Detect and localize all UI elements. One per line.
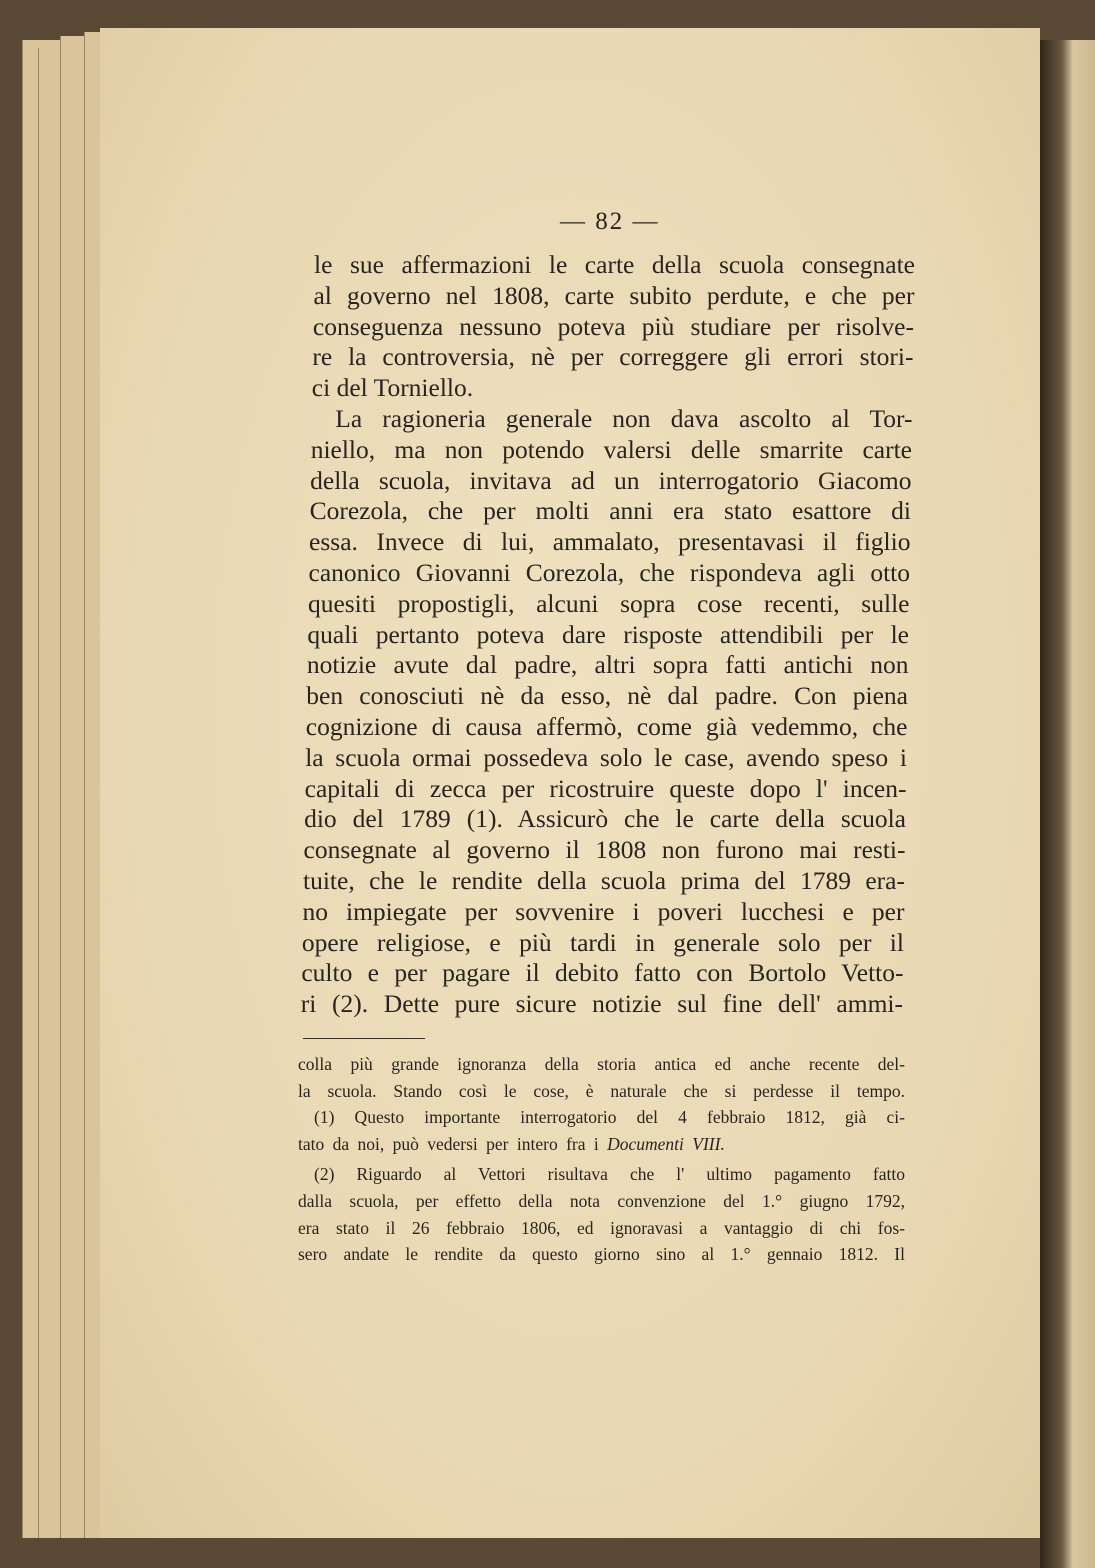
footnote-italic-reference: Documenti VIII. bbox=[607, 1133, 725, 1154]
footnote-line: era stato il 26 febbraio 1806, ed ignoravasi a vantaggio di chi fos- bbox=[298, 1217, 905, 1238]
body-line: ci del Torniello. bbox=[311, 373, 474, 403]
body-line: della scuola, invitava ad un interrogatorio Giacomo bbox=[310, 465, 912, 495]
body-line: opere religiose, e più tardi in generale solo per il bbox=[301, 927, 904, 957]
footnote-line: sero andate le rendite da questo giorno sino al 1.° gennaio 1812. Il bbox=[298, 1244, 905, 1265]
body-line: le sue affermazioni le carte della scuola consegnate bbox=[314, 250, 915, 279]
footnote-line: colla più grande ignoranza della storia antica ed anche recente del- bbox=[298, 1054, 905, 1074]
body-line: consegnate al governo il 1808 non furono mai resti- bbox=[303, 835, 906, 865]
footnote-line: tato da noi, può vedersi per intero fra i Documenti VIII. bbox=[298, 1133, 725, 1154]
body-line: conseguenza nessuno poteva più studiare per risolve- bbox=[312, 311, 914, 341]
body-line: no impiegate per sovvenire i poveri lucchesi e per bbox=[302, 896, 905, 926]
body-line: re la controversia, nè per correggere gli errori stori- bbox=[312, 342, 914, 372]
body-line: La ragioneria generale non dava ascolto al Tor- bbox=[335, 404, 913, 433]
body-line: al governo nel 1808, carte subito perdute, e che per bbox=[313, 280, 915, 310]
footnote-line: dalla scuola, per effetto della nota convenzione del 1.° giugno 1792, bbox=[298, 1191, 905, 1211]
body-line: quesiti propostigli, alcuni sopra cose recenti, sulle bbox=[307, 588, 910, 618]
footnote-separator bbox=[303, 1038, 425, 1039]
footnote-line: la scuola. Stando così le cose, è naturale che si perdesse il tempo. bbox=[298, 1080, 905, 1101]
body-line: capitali di zecca per ricostruire queste dopo l' incen- bbox=[304, 773, 907, 803]
body-line: tuite, che le rendite della scuola prima del 1789 era- bbox=[303, 866, 905, 895]
body-line: culto e per pagare il debito fatto con Bortolo Vetto- bbox=[301, 958, 904, 988]
body-line: notizie avute dal padre, altri sopra fatti antichi non bbox=[306, 650, 909, 680]
body-line: dio del 1789 (1). Assicurò che le carte della scuola bbox=[304, 804, 906, 834]
body-line: la scuola ormai possedeva solo le case, avendo speso i bbox=[305, 742, 907, 772]
body-line: ri (2). Dette pure sicure notizie sul fine dell' ammi- bbox=[300, 989, 903, 1019]
footnote-line: (2) Riguardo al Vettori risultava che l' ultimo pagamento fatto bbox=[314, 1164, 905, 1185]
body-line: quali pertanto poteva dare risposte attendibili per le bbox=[307, 619, 909, 649]
body-line: ben conosciuti nè da esso, nè dal padre. Con piena bbox=[306, 681, 908, 711]
book-spine-edge bbox=[1040, 40, 1095, 1568]
body-line: canonico Giovanni Corezola, che rispondeva agli otto bbox=[308, 558, 910, 587]
footnote-line: (1) Questo importante interrogatorio del 4 febbraio 1812, già ci- bbox=[314, 1107, 905, 1128]
body-line: cognizione di causa affermò, come già vedemmo, che bbox=[305, 712, 908, 741]
page-number: — 82 — bbox=[560, 208, 660, 235]
body-line: essa. Invece di lui, ammalato, presentavasi il figlio bbox=[309, 527, 911, 557]
body-line: niello, ma non potendo valersi delle smarrite carte bbox=[310, 434, 912, 464]
body-line: Corezola, che per molti anni era stato esattore di bbox=[309, 496, 911, 526]
